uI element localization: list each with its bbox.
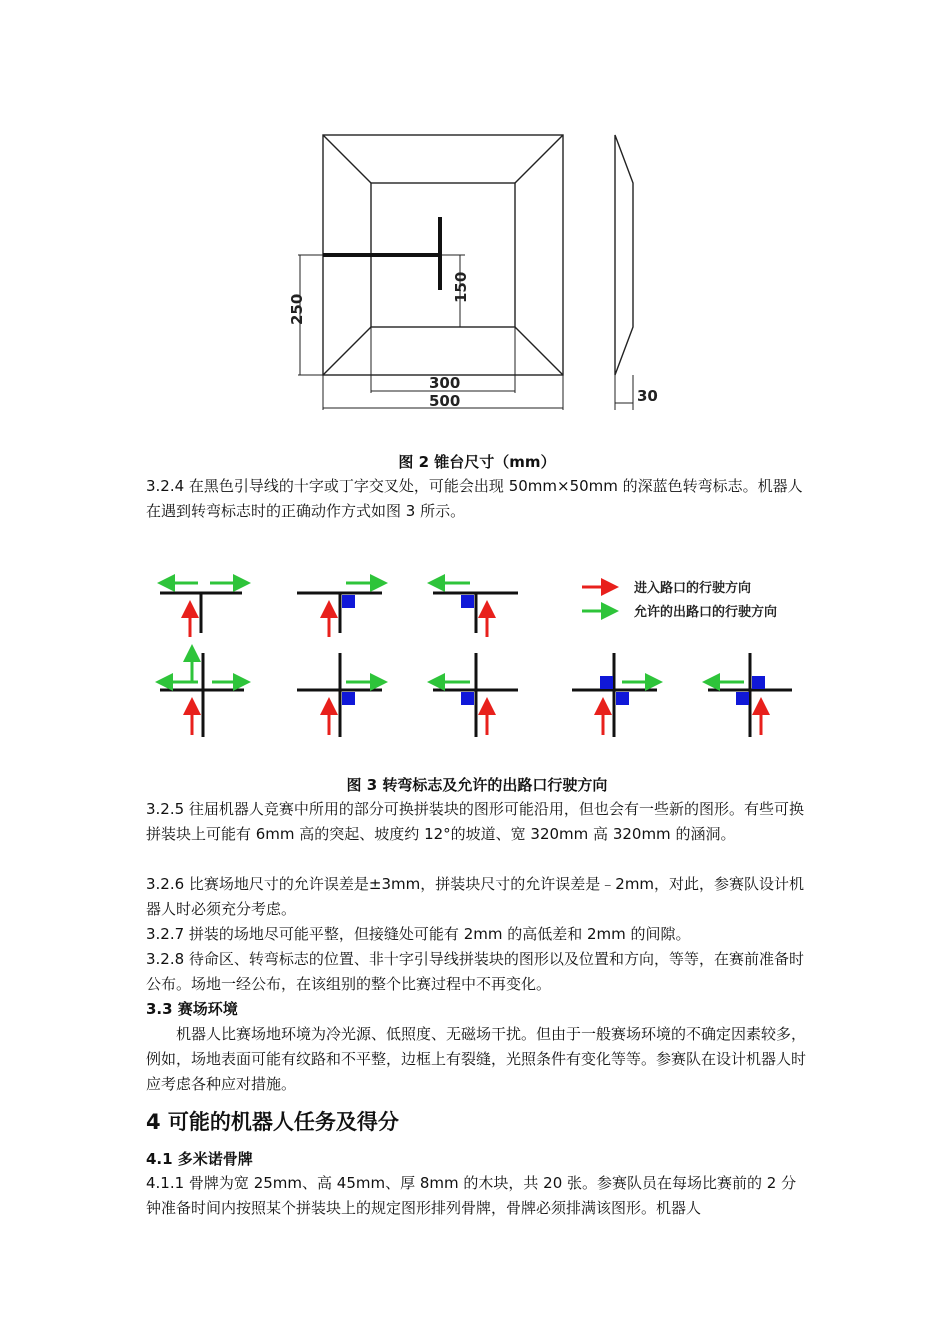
figure-3-turn-markers (140, 565, 820, 755)
legend-green-label: 允许的出路口的行驶方向 (634, 605, 778, 620)
guide-line-t-junction (323, 217, 440, 290)
dim-label-250: 250 (288, 293, 306, 325)
paragraph-3-2-7: 3.2.7 拼装的场地尽可能平整，但接缝处可能有 2mm 的高低差和 2mm 的间隙。 (146, 925, 691, 943)
cross-junction-2 (297, 653, 385, 737)
paragraph-3-2-8: 3.2.8 待命区、转弯标志的位置、非十字引导线拼装块的图形以及位置和方向，等等，在赛前准备时公布。场地一经公布，在该组别的整个比赛过程中不再变化。 (146, 950, 804, 993)
dim-label-500: 500 (429, 392, 461, 410)
dim-label-30: 30 (637, 387, 658, 405)
heading-4-1: 4.1 多米诺骨牌 (146, 1150, 253, 1168)
t-junction-2 (297, 583, 385, 637)
paragraph-3-2-5: 3.2.5 往届机器人竞赛中所用的部分可换拼装块的图形可能沿用，但也会有一些新的图形。有些可换拼装块上可能有 6mm 高的突起、坡度约 12°的坡道、宽 320mm 高 320mm 的涵洞。 (146, 800, 804, 843)
legend-red-label: 进入路口的行驶方向 (634, 581, 752, 596)
heading-4: 4 可能的机器人任务及得分 (146, 1110, 399, 1134)
figure-2-caption: 图 2 锥台尺寸（mm） (398, 453, 556, 471)
dim-label-150: 150 (452, 271, 470, 303)
paragraph-3-2-4: 3.2.4 在黑色引导线的十字或丁字交叉处，可能会出现 50mm×50mm 的深蓝色转弯标志。机器人在遇到转弯标志时的正确动作方式如图 3 所示。 (146, 477, 803, 520)
heading-3-3: 3.3 赛场环境 (146, 1000, 238, 1018)
cross-junction-4 (572, 653, 660, 737)
t-junction-1 (160, 583, 248, 637)
paragraph-3-2-6: 3.2.6 比赛场地尺寸的允许误差是±3mm，拼装块尺寸的允许误差是﹣2mm，对此，参赛队设计机器人时必须充分考虑。 (146, 875, 805, 918)
paragraph-4-1-1: 4.1.1 骨牌为宽 25mm、高 45mm、厚 8mm 的木块，共 20 张。参赛队员在每场比赛前的 2 分钟准备时间内按照某个拼装块上的规定图形排列骨牌，骨牌必须排满该图形。机器人 (146, 1174, 797, 1217)
cross-junction-5 (705, 653, 792, 737)
figure-3-caption: 图 3 转弯标志及允许的出路口行驶方向 (346, 776, 608, 794)
paragraph-3-3: 机器人比赛场地环境为冷光源、低照度、无磁场干扰。但由于一般赛场环境的不确定因素较多，例如，场地表面可能有纹路和不平整，边框上有裂缝，光照条件有变化等等。参赛队在设计机器人时应考虑各种应对措施。 (146, 1025, 807, 1093)
figure-3-legend (582, 580, 777, 620)
figure-2-frustum-drawing (280, 125, 680, 425)
t-junction-3 (430, 583, 518, 637)
cross-junction-3 (430, 653, 518, 737)
frustum-side-view (615, 135, 633, 375)
dim-label-300: 300 (429, 374, 461, 392)
cross-junction-1 (158, 647, 248, 737)
